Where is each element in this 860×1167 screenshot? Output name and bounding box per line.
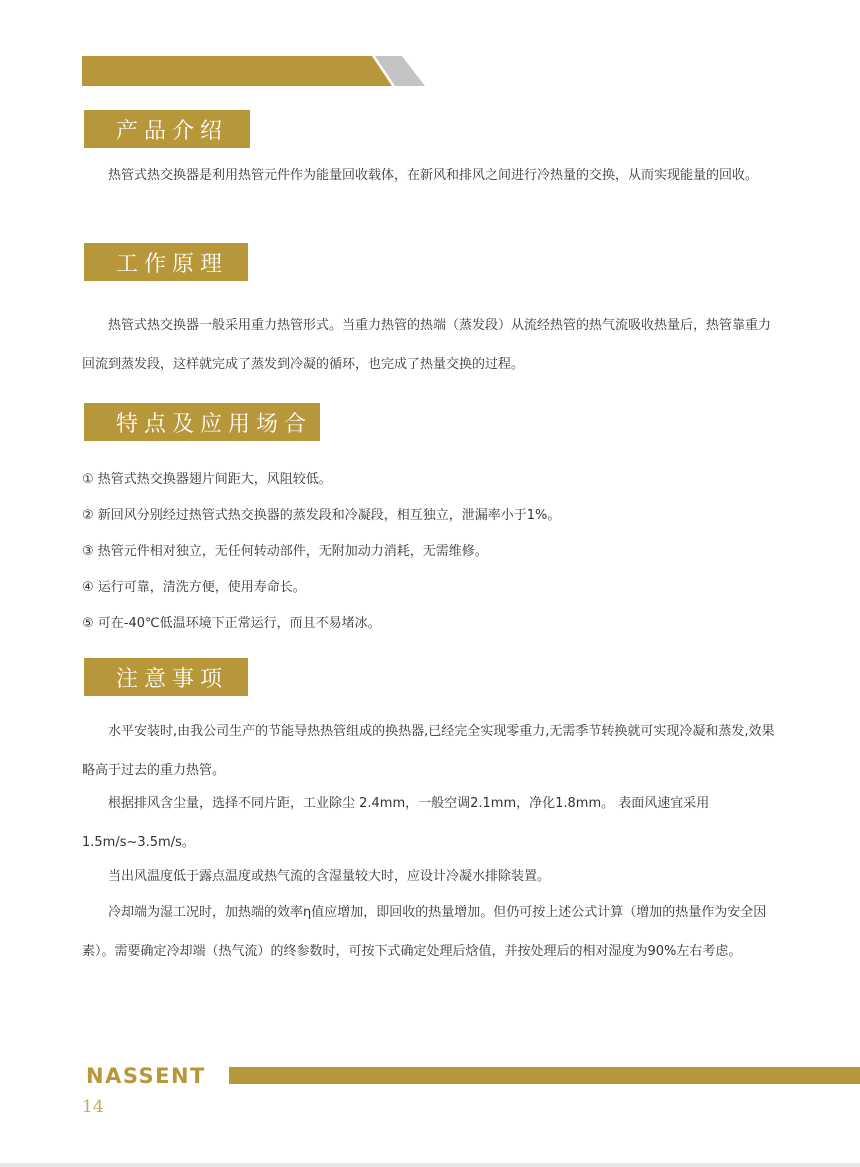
notes-paragraph: 根据排风含尘量，选择不同片距，工业除尘 2.4mm，一般空调2.1mm，净化1.8mm。 表面风速宜采用1.5m/s~3.5m/s。	[82, 796, 710, 850]
section-title-principle: 工作原理	[84, 243, 248, 281]
feature-item: ⑤ 可在-40℃低温环境下正常运行，而且不易堵冰。	[82, 616, 381, 631]
feature-item: ① 热管式热交换器翅片间距大，风阻较低。	[82, 472, 332, 487]
notes-paragraph: 水平安装时,由我公司生产的节能导热热管组成的换热器,已经完全实现零重力,无需季节转换就可实现冷凝和蒸发,效果略高于过去的重力热管。	[82, 724, 775, 778]
feature-item: ③ 热管元件相对独立，无任何转动部件，无附加动力消耗，无需维修。	[82, 544, 488, 559]
section-title-intro: 产品介绍	[84, 110, 250, 148]
page-number: 14	[82, 1097, 104, 1117]
footer-gold-bar	[229, 1067, 860, 1084]
page-bottom-divider	[0, 1163, 860, 1167]
feature-item: ④ 运行可靠，清洗方便，使用寿命长。	[82, 580, 306, 595]
feature-item: ② 新回风分别经过热管式热交换器的蒸发段和冷凝段，相互独立，泄漏率小于1%。	[82, 508, 561, 523]
section-title-features: 特点及应用场合	[84, 403, 320, 441]
intro-text: 热管式热交换器是利用热管元件作为能量回收载体，在新风和排风之间进行冷热量的交换，从而实现能量的回收。	[108, 168, 759, 183]
notes-paragraph: 当出风温度低于露点温度或热气流的含湿量较大时，应设计冷凝水排除装置。	[108, 869, 551, 884]
section-title-notes: 注意事项	[84, 658, 248, 696]
notes-paragraph: 冷却端为湿工况时，加热端的效率η值应增加，即回收的热量增加。但仍可按上述公式计算（增加的热量作为安全因素）。需要确定冷却端（热气流）的终参数时，可按下式确定处理后焓值，并按处理后的相对湿度为90%左右考虑。	[82, 905, 767, 959]
brand-logo: NASSENT	[86, 1064, 206, 1088]
principle-text: 热管式热交换器一般采用重力热管形式。当重力热管的热端（蒸发段）从流经热管的热气流吸收热量后，热管靠重力回流到蒸发段，这样就完成了蒸发到冷凝的循环，也完成了热量交换的过程。	[82, 318, 772, 372]
header-gold-stripe	[82, 56, 392, 86]
header-decor-bar	[82, 56, 425, 86]
